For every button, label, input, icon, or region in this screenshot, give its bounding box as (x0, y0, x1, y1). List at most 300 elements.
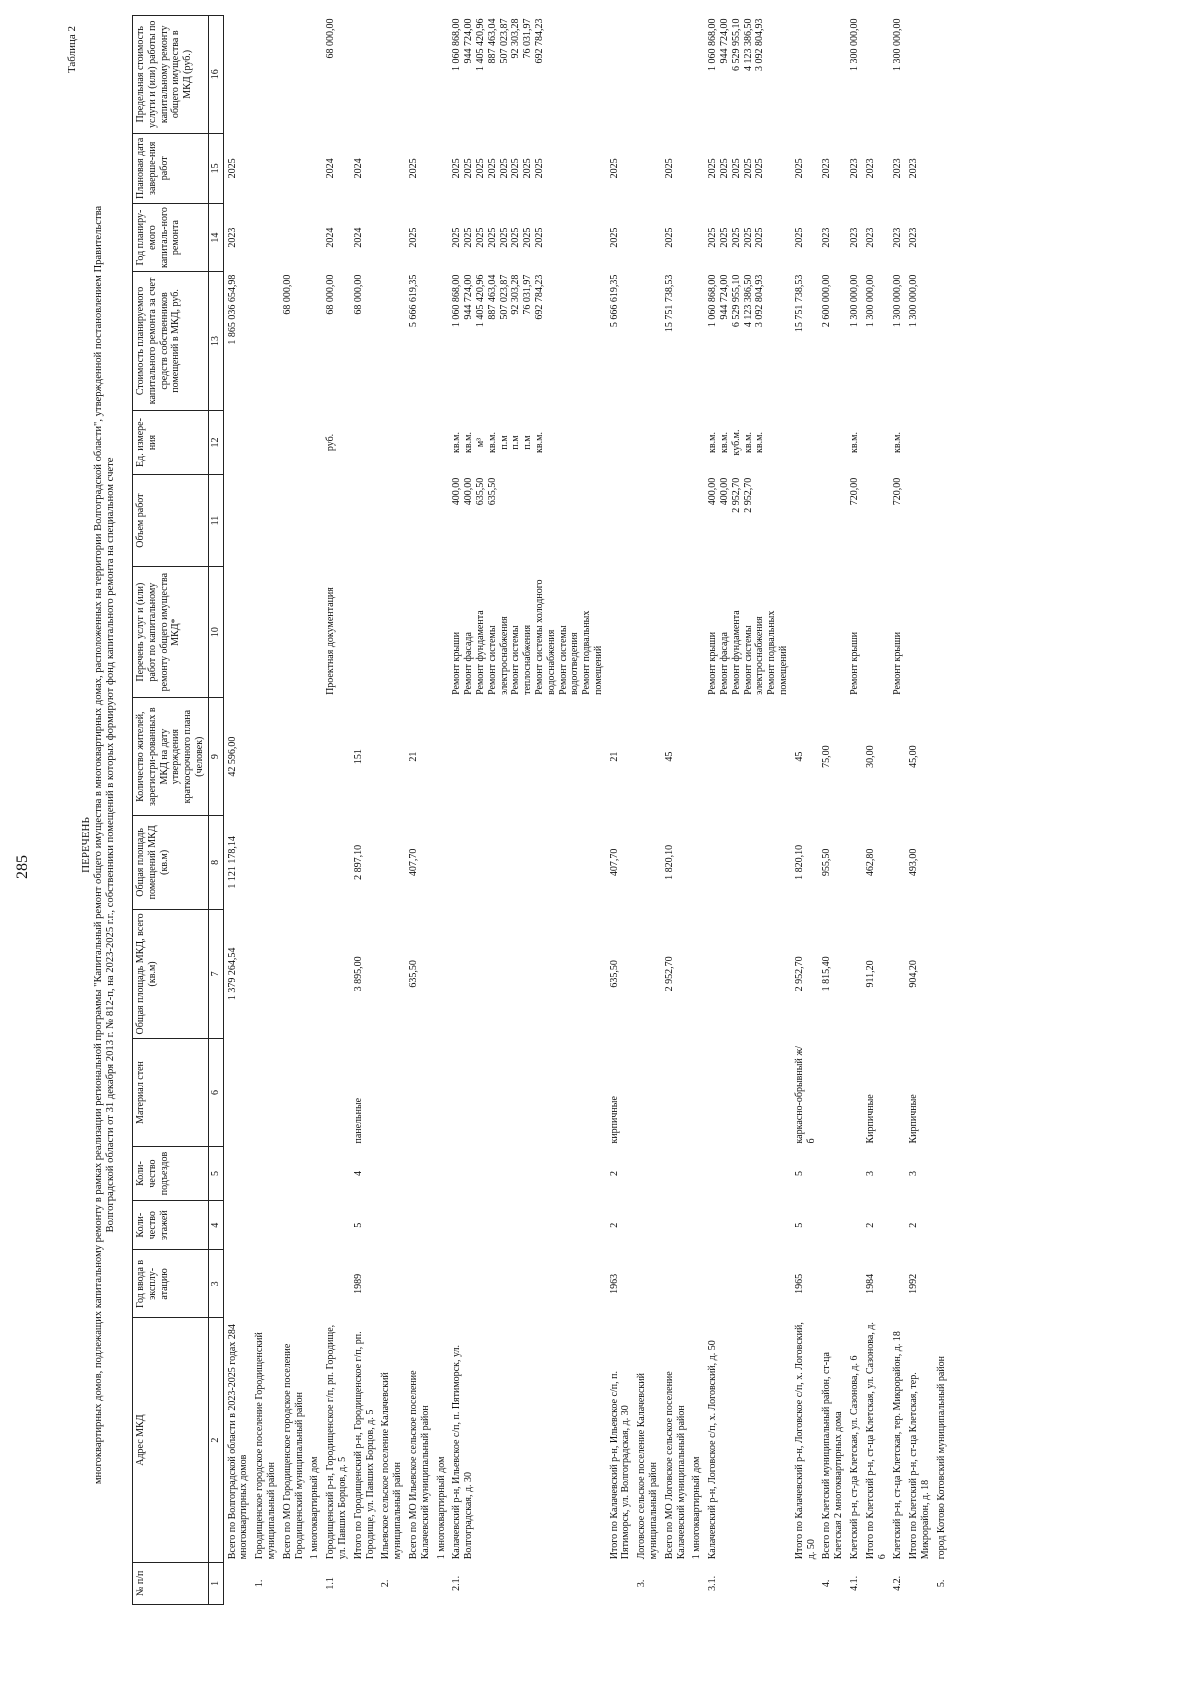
limit-cost-value: 507 023,87 (498, 18, 510, 64)
completion-date-value: 2025 (707, 158, 719, 179)
cost-value: 1 300 000,00 (908, 274, 920, 328)
unit-value: кв.м. (533, 432, 545, 453)
planned-year-cell (306, 204, 322, 272)
volume-cell (818, 475, 846, 567)
floors-cell (889, 1201, 905, 1250)
address-cell: 1 многоквартирный дом (435, 1456, 447, 1560)
work-item: Ремонт крыши (892, 631, 904, 695)
wall-material-cell (377, 1038, 405, 1146)
title-line-2: Волгоградской области от 31 декабря 2013 г. № 812-п, на 2023-2025 г.г., собственники помещений в которых формируют фонд капитального ремонта на специальном счете (105, 457, 117, 1233)
cost-value: 1 060 868,00 (707, 274, 719, 328)
header-cell: Стоимость планируемого капитального ремонта за счет средств собственников помещений в МКД, руб. (133, 272, 209, 411)
completion-date-value: 2025 (754, 158, 766, 179)
completion-date-value: 2025 (522, 158, 534, 179)
volume-value: 2 952,70 (742, 477, 754, 513)
limit-cost-cell (818, 16, 846, 134)
volume-cell (223, 475, 251, 567)
year-cell (633, 1250, 661, 1318)
wall-material-cell (846, 1038, 862, 1146)
limit-cost-cell (448, 16, 605, 134)
limit-cost-value: 1 300 000,00 (849, 18, 861, 71)
work-item: Ремонт системы теплоснабжения (510, 624, 534, 695)
address-cell: Всего по МО Логовское сельское поселение Калачевский муниципальный район (663, 1371, 687, 1560)
year-cell: 1989 (352, 1273, 364, 1294)
cost-value: 6 529 955,10 (730, 274, 742, 328)
work-cell (606, 566, 634, 698)
residents-cell (251, 698, 279, 815)
volume-value (522, 478, 534, 564)
column-number: 6 (208, 1038, 223, 1146)
cost-value: 1 300 000,00 (849, 274, 861, 328)
table-row (633, 16, 661, 1605)
premises-area-cell (704, 815, 791, 909)
cost-value: 1 865 036 654,98 (226, 274, 238, 345)
table-row (889, 16, 905, 1605)
planned-year-cell (862, 204, 890, 272)
table-row (846, 16, 862, 1605)
address-cell: Итого по Калачевский р-н, Ильевское с/п, п. Пятиморск, ул. Волгоградская, д. 30 (608, 1371, 632, 1560)
header-cell: Общая площадь МКД, всего (кв.м) (133, 909, 209, 1038)
work-cell (633, 566, 661, 698)
planned-year-value: 2023 (849, 227, 861, 248)
work-cell (433, 566, 449, 698)
year-cell: 1992 (908, 1273, 920, 1294)
residents-cell (448, 698, 605, 815)
limit-cost-cell (791, 16, 819, 134)
cost-value: 15 751 738,53 (793, 274, 805, 333)
unit-cell (862, 410, 890, 475)
year-cell (223, 1250, 251, 1318)
volume-value: 400,00 (707, 477, 719, 506)
row-number: 4. (821, 1579, 833, 1588)
premises-area-cell (846, 815, 862, 909)
planned-year-value: 2025 (754, 227, 766, 248)
limit-cost-value: 944 724,00 (463, 18, 475, 64)
planned-year-value: 2025 (608, 227, 620, 248)
entrances-cell (846, 1147, 862, 1201)
floors-cell (322, 1201, 350, 1250)
work-item: Ремонт фундамента (730, 610, 742, 695)
year-cell (846, 1250, 862, 1318)
unit-cell (661, 410, 689, 475)
unit-value: куб.м. (730, 429, 742, 456)
year-cell (405, 1250, 433, 1318)
total-area-cell: 1 815,40 (821, 956, 833, 992)
year-cell (704, 1250, 791, 1318)
residents-cell: 45 (793, 751, 805, 762)
year-cell (306, 1250, 322, 1318)
premises-area-cell (933, 815, 949, 909)
column-number: 10 (208, 566, 223, 698)
unit-cell (688, 410, 704, 475)
address-cell: Клетский р-н, ст-да Клетская, ул. Сазонова, д. 6 (849, 1355, 861, 1560)
wall-material-cell: кирпичные (608, 1096, 620, 1144)
cost-value: 887 463,04 (486, 274, 498, 320)
header-cell: Плановая дата заверше-ния работ (133, 133, 209, 203)
residents-cell: 42 596,00 (226, 736, 238, 777)
cost-cell (251, 272, 279, 411)
total-area-cell (279, 909, 307, 1038)
floors-cell (306, 1201, 322, 1250)
total-area-cell: 635,50 (608, 960, 620, 988)
planned-year-cell (905, 204, 933, 272)
cost-value: 5 666 619,35 (608, 274, 620, 328)
work-cell (405, 566, 433, 698)
unit-value: кв.м. (892, 432, 904, 453)
volume-cell (279, 475, 307, 567)
work-item: Ремонт крыши (707, 631, 719, 695)
year-cell (661, 1250, 689, 1318)
table-row (223, 16, 251, 1605)
cost-cell (905, 272, 933, 411)
address-cell: Логовское сельское поселение Калачевский муниципальный район (636, 1373, 660, 1560)
unit-value: кв.м. (463, 432, 475, 453)
floors-cell (251, 1201, 279, 1250)
limit-cost-cell (606, 16, 634, 134)
page-number: 285 (14, 855, 31, 879)
completion-date-cell (846, 133, 862, 203)
completion-date-value: 2025 (463, 158, 475, 179)
residents-cell (322, 698, 350, 815)
column-number: 8 (208, 815, 223, 909)
unit-value: кв.м. (742, 432, 754, 453)
completion-date-value: 2025 (407, 158, 419, 179)
limit-cost-value: 692 784,23 (533, 18, 545, 64)
work-item: Ремонт системы водоотведения (557, 625, 581, 695)
premises-area-cell: 1 121 178,14 (226, 836, 238, 889)
volume-cell (433, 475, 449, 567)
wall-material-cell (933, 1038, 949, 1146)
row-number (306, 1562, 322, 1604)
premises-area-cell: 493,00 (908, 848, 920, 877)
column-number: 11 (208, 475, 223, 567)
residents-cell: 30,00 (864, 745, 876, 768)
cost-value: 507 023,87 (498, 274, 510, 320)
row-number: 5. (935, 1579, 947, 1588)
column-number: 1 (208, 1562, 223, 1604)
capital-repair-table (132, 15, 949, 1605)
work-item: Ремонт системы электроснабжения (486, 616, 510, 695)
limit-cost-value: 68 000,00 (325, 18, 337, 59)
floors-cell: 2 (908, 1222, 920, 1228)
work-cell (933, 566, 949, 698)
table-row (306, 16, 322, 1605)
address-cell: город Котово Котовский муниципальный район (935, 1355, 947, 1560)
wall-material-cell (306, 1038, 322, 1146)
residents-cell (633, 698, 661, 815)
table-row (862, 16, 890, 1605)
unit-cell (933, 410, 949, 475)
year-cell (448, 1250, 605, 1318)
completion-date-cell (704, 133, 791, 203)
cost-value: 5 666 619,35 (407, 274, 419, 328)
work-item: Ремонт крыши (849, 631, 861, 695)
unit-cell (846, 410, 862, 475)
cost-value: 76 031,97 (522, 274, 534, 315)
row-number (405, 1562, 433, 1604)
row-number: 1.1 (325, 1577, 337, 1590)
row-number (791, 1562, 819, 1604)
completion-date-value: 2023 (864, 158, 876, 179)
work-item: Ремонт фасада (463, 632, 475, 695)
limit-cost-cell (306, 16, 322, 134)
premises-area-cell: 1 820,10 (663, 844, 675, 880)
completion-date-value: 2025 (510, 158, 522, 179)
work-cell (279, 566, 307, 698)
cost-value: 15 751 738,53 (663, 274, 675, 333)
work-cell (704, 566, 791, 698)
residents-cell: 151 (352, 749, 364, 765)
total-area-cell (433, 909, 449, 1038)
total-area-cell: 2 952,70 (663, 956, 675, 992)
completion-date-cell (405, 133, 433, 203)
planned-year-cell (791, 204, 819, 272)
row-number (223, 1562, 251, 1604)
limit-cost-cell (633, 16, 661, 134)
premises-area-cell (889, 815, 905, 909)
column-number: 12 (208, 410, 223, 475)
entrances-cell: 5 (793, 1171, 805, 1177)
limit-cost-value: 4 123 386,50 (742, 18, 754, 71)
volume-cell (704, 475, 791, 567)
volume-value (499, 478, 511, 564)
work-cell (661, 566, 689, 698)
completion-date-cell (223, 133, 251, 203)
table-row (818, 16, 846, 1605)
table-row (433, 16, 449, 1605)
row-number: 3.1. (707, 1575, 719, 1591)
planned-year-value: 2025 (463, 227, 475, 248)
header-cell: Коли-чество подъездов (133, 1147, 209, 1201)
wall-material-cell: Кирпичные (908, 1094, 920, 1144)
residents-cell: 45,00 (908, 745, 920, 768)
work-cell (306, 566, 322, 698)
year-cell: 1963 (608, 1273, 620, 1294)
table-row (350, 16, 378, 1605)
wall-material-cell (818, 1038, 846, 1146)
cost-cell (862, 272, 890, 411)
unit-cell (791, 410, 819, 475)
planned-year-cell (223, 204, 251, 272)
row-number (688, 1562, 704, 1604)
header-cell: Предельная стоимость услуги и (или) работы по капитальному ремонту общего имущества в МКД (руб.) (133, 16, 209, 134)
floors-cell: 5 (352, 1222, 364, 1228)
work-cell (251, 566, 279, 698)
cost-value: 68 000,00 (325, 274, 337, 315)
planned-year-value: 2025 (663, 227, 675, 248)
header-cell: Общая площадь помещений МКД (кв.м) (133, 815, 209, 909)
entrances-cell (405, 1147, 433, 1201)
floors-cell (661, 1201, 689, 1250)
premises-area-cell: 407,70 (608, 848, 620, 877)
premises-area-cell: 407,70 (407, 848, 419, 877)
floors-cell (448, 1201, 605, 1250)
entrances-cell (322, 1147, 350, 1201)
header-cell: Год ввода в эксплу-атацию (133, 1250, 209, 1318)
entrances-cell (688, 1147, 704, 1201)
cost-value: 68 000,00 (281, 274, 293, 315)
planned-year-cell (818, 204, 846, 272)
cost-cell (405, 272, 433, 411)
completion-date-cell (791, 133, 819, 203)
limit-cost-cell (661, 16, 689, 134)
limit-cost-value: 1 405 420,96 (474, 18, 486, 71)
limit-cost-cell (251, 16, 279, 134)
limit-cost-cell (933, 16, 949, 134)
unit-value: п.м (522, 435, 534, 450)
planned-year-value: 2025 (451, 227, 463, 248)
completion-date-cell (933, 133, 949, 203)
floors-cell (377, 1201, 405, 1250)
cost-cell (661, 272, 689, 411)
planned-year-value: 2025 (498, 227, 510, 248)
limit-cost-cell (688, 16, 704, 134)
floors-cell: 2 (608, 1222, 620, 1228)
unit-cell (818, 410, 846, 475)
work-cell (448, 566, 605, 698)
unit-cell (279, 410, 307, 475)
total-area-cell (251, 909, 279, 1038)
cost-cell (377, 272, 405, 411)
planned-year-cell (350, 204, 378, 272)
total-area-cell: 3 895,00 (352, 956, 364, 992)
cost-cell (448, 272, 605, 411)
entrances-cell (433, 1147, 449, 1201)
header-cell: Перечень услуг и (или) работ по капитальному ремонту общего имущества МКД* (133, 566, 209, 698)
completion-date-cell (661, 133, 689, 203)
work-cell (846, 566, 862, 698)
table-row (251, 16, 279, 1605)
volume-value: 2 952,70 (730, 477, 742, 513)
table-row (791, 16, 819, 1605)
planned-year-value: 2025 (474, 227, 486, 248)
title-heading: ПЕРЕЧЕНЬ (80, 817, 92, 873)
floors-cell (223, 1201, 251, 1250)
residents-cell: 21 (608, 751, 620, 762)
completion-date-value: 2025 (226, 158, 238, 179)
total-area-cell (377, 909, 405, 1038)
planned-year-value: 2025 (522, 227, 534, 248)
wall-material-cell (688, 1038, 704, 1146)
limit-cost-value: 76 031,97 (522, 18, 534, 59)
planned-year-value: 2023 (226, 227, 238, 248)
document-title (80, 85, 118, 1605)
unit-cell (405, 410, 433, 475)
completion-date-cell (322, 133, 350, 203)
floors-cell (405, 1201, 433, 1250)
table-row (279, 16, 307, 1605)
limit-cost-value: 6 529 955,10 (730, 18, 742, 71)
year-cell (433, 1250, 449, 1318)
volume-cell (791, 475, 819, 567)
cost-value: 1 060 868,00 (451, 274, 463, 328)
work-cell (223, 566, 251, 698)
row-number (905, 1562, 933, 1604)
planned-year-cell (606, 204, 634, 272)
cost-value: 1 300 000,00 (892, 274, 904, 328)
limit-cost-cell (405, 16, 433, 134)
work-item: Ремонт фундамента (474, 610, 486, 695)
year-cell (251, 1250, 279, 1318)
cost-cell (889, 272, 905, 411)
planned-year-cell (933, 204, 949, 272)
premises-area-cell: 2 897,10 (352, 844, 364, 880)
table-row (606, 16, 634, 1605)
row-number (279, 1562, 307, 1604)
column-number: 13 (208, 272, 223, 411)
planned-year-value: 2024 (352, 227, 364, 248)
volume-value: 635,50 (474, 477, 486, 506)
completion-date-value: 2025 (608, 158, 620, 179)
entrances-cell (448, 1147, 605, 1201)
row-number (862, 1562, 890, 1604)
limit-cost-value: 92 303,28 (510, 18, 522, 59)
year-cell (933, 1250, 949, 1318)
year-cell (279, 1250, 307, 1318)
volume-value (510, 478, 522, 564)
limit-cost-value: 1 060 868,00 (451, 18, 463, 71)
total-area-cell (322, 909, 350, 1038)
header-cell: Объем работ (133, 475, 209, 567)
volume-value (534, 478, 546, 564)
planned-year-cell (661, 204, 689, 272)
total-area-cell (933, 909, 949, 1038)
entrances-cell (633, 1147, 661, 1201)
limit-cost-cell (862, 16, 890, 134)
planned-year-value: 2025 (719, 227, 731, 248)
cost-value: 944 724,00 (719, 274, 731, 320)
column-number: 4 (208, 1201, 223, 1250)
unit-value: кв.м. (451, 432, 463, 453)
cost-cell (322, 272, 350, 411)
volume-cell (633, 475, 661, 567)
completion-date-value: 2023 (821, 158, 833, 179)
planned-year-value: 2025 (533, 227, 545, 248)
completion-date-cell (279, 133, 307, 203)
limit-cost-cell (704, 16, 791, 134)
work-cell (862, 566, 890, 698)
completion-date-value: 2023 (849, 158, 861, 179)
volume-value: 635,50 (486, 477, 498, 506)
total-area-cell: 904,20 (908, 960, 920, 988)
planned-year-cell (633, 204, 661, 272)
unit-value: кв.м. (707, 432, 719, 453)
work-cell (377, 566, 405, 698)
cost-cell (223, 272, 251, 411)
column-number: 15 (208, 133, 223, 203)
work-item: Проектная документация (325, 587, 337, 695)
cost-cell (306, 272, 322, 411)
unit-value: м³ (474, 437, 486, 448)
table-row (405, 16, 433, 1605)
residents-cell (279, 698, 307, 815)
premises-area-cell (322, 815, 350, 909)
address-cell: 1 многоквартирный дом (691, 1456, 703, 1560)
floors-cell (433, 1201, 449, 1250)
year-cell (889, 1250, 905, 1318)
premises-area-cell: 1 820,10 (793, 844, 805, 880)
cost-value: 3 092 804,93 (754, 274, 766, 328)
unit-value: п.м (498, 435, 510, 450)
limit-cost-cell (889, 16, 905, 134)
unit-cell (350, 410, 378, 475)
volume-cell (448, 475, 605, 567)
completion-date-value: 2023 (892, 158, 904, 179)
unit-cell (377, 410, 405, 475)
volume-cell (306, 475, 322, 567)
entrances-cell: 3 (864, 1171, 876, 1177)
volume-cell (405, 475, 433, 567)
